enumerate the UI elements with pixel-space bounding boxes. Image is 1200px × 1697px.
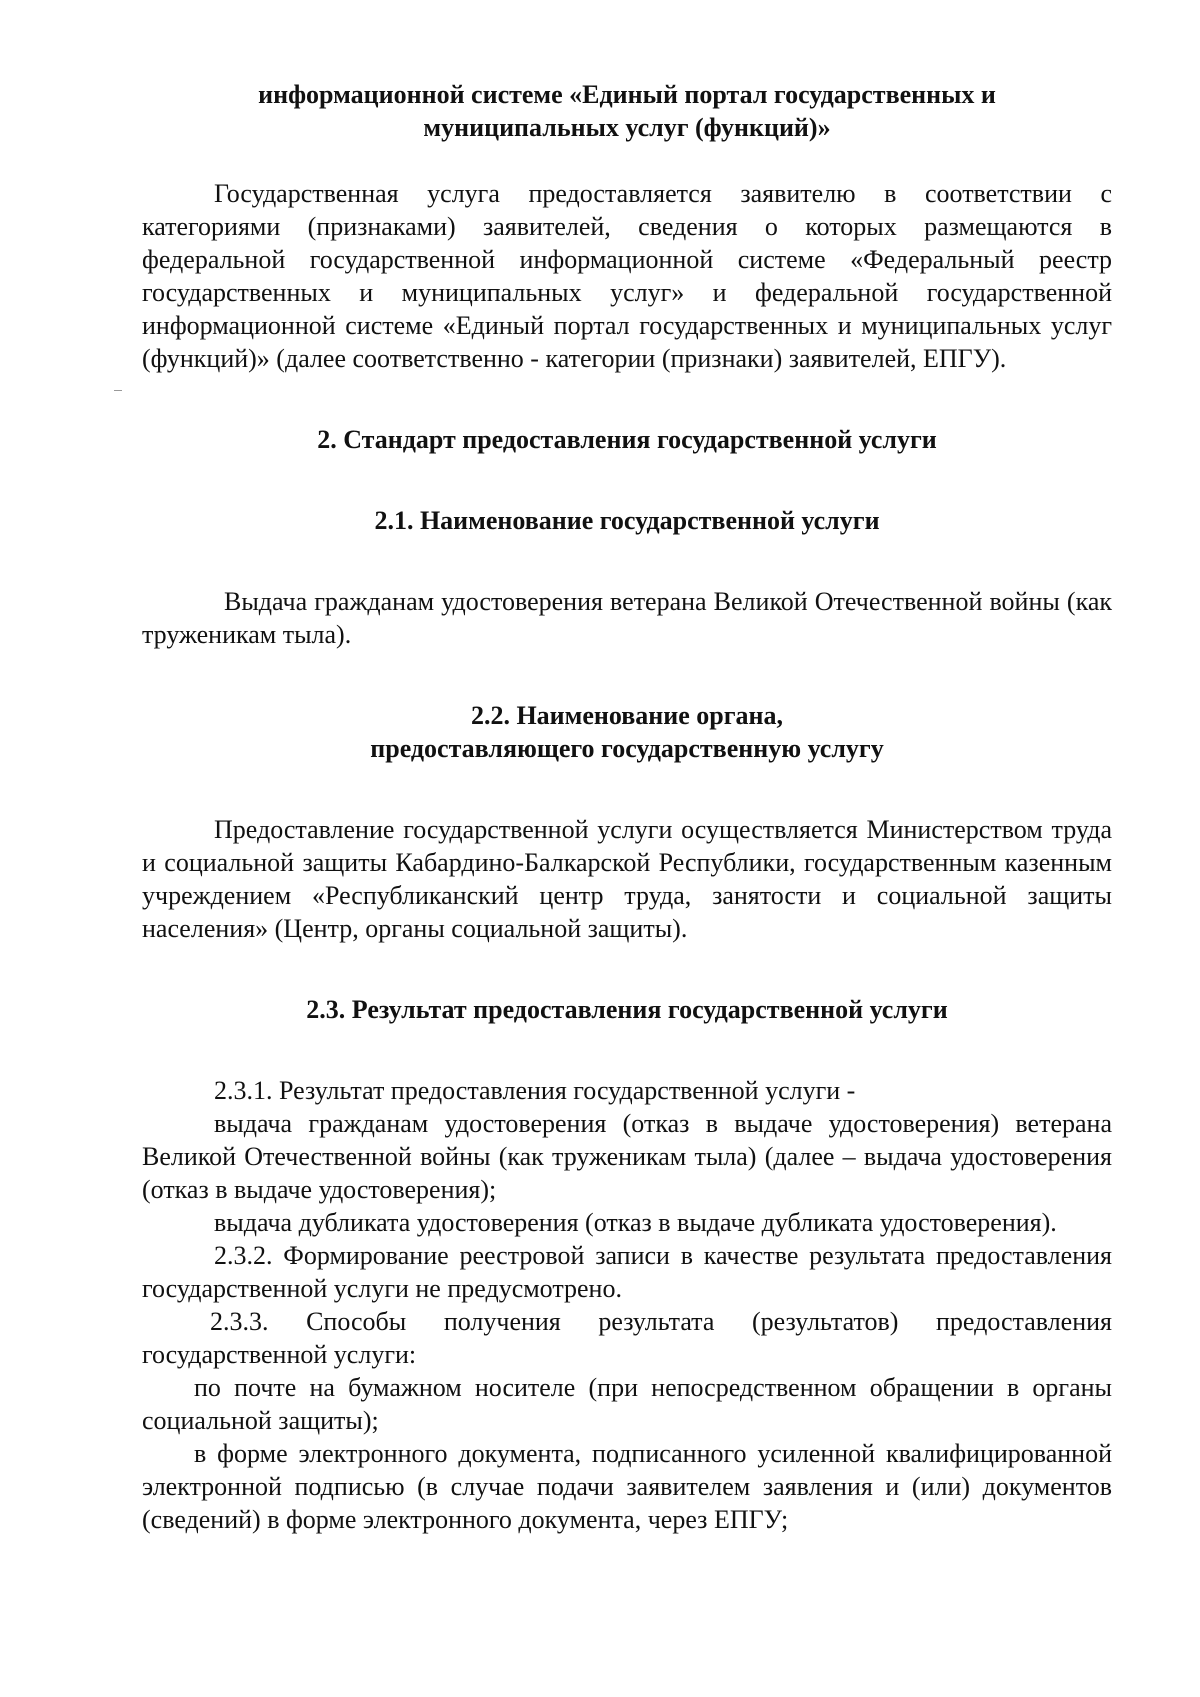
scan-artifact-mark — [114, 390, 122, 391]
section-2-3-heading: 2.3. Результат предоставления государственной услуги — [306, 995, 948, 1024]
section-2-3-1-item-2: выдача дубликата удостоверения (отказ в выдаче дубликата удостоверения). — [214, 1208, 1057, 1237]
section-2-1-text: Выдача гражданам удостоверения ветерана Великой Отечественной войны (как труженикам тыла). — [142, 587, 1112, 649]
section-2-3-2-paragraph: 2.3.2. Формирование реестровой записи в качестве результата предоставления государственной услуги не предусмотрено. — [142, 1241, 1112, 1303]
section-2-3-1-item-1: выдача гражданам удостоверения (отказ в выдаче удостоверения) ветерана Великой Отечественной войны (как труженикам тыла) (далее – выдача удостоверения (отказ в выдаче удостоверения); — [142, 1109, 1112, 1204]
intro-paragraph: Государственная услуга предоставляется заявителю в соответствии с категориями (признаками) заявителей, сведения о которых размещаются в федеральной государственной информационной системе «Федеральный реестр государственных и муниципальных услуг» и федеральной государственной информационной системе «Единый портал государственных и муниципальных услуг (функций)» (далее соответственно - категории (признаки) заявителей, ЕПГУ). — [142, 179, 1112, 373]
section-2-2-heading-line-1: 2.2. Наименование органа, — [470, 701, 784, 730]
section-2-1-heading: 2.1. Наименование государственной услуги — [374, 506, 880, 535]
section-2-heading: 2. Стандарт предоставления государственной услуги — [317, 425, 937, 454]
section-2-3-3-item-2: в форме электронного документа, подписанного усиленной квалифицированной электронной подписью (в случае подачи заявителем заявления и (или) документов (сведений) в форме электронного документа, через ЕПГУ; — [142, 1439, 1112, 1534]
title-line-2: муниципальных услуг (функций)» — [423, 113, 831, 142]
section-2-3-3-paragraph: 2.3.3. Способы получения результата (результатов) предоставления государственной услуги: — [142, 1307, 1112, 1369]
section-2-3-1-paragraph: 2.3.1. Результат предоставления государственной услуги - — [214, 1076, 856, 1105]
document-page — [142, 78, 1112, 1536]
section-2-2-heading — [142, 699, 1112, 765]
title-line-1: информационной системе «Единый портал государственных и — [258, 80, 996, 109]
section-2-2-heading-line-2: предоставляющего государственную услугу — [370, 734, 884, 763]
document-title — [142, 78, 1112, 144]
section-2-3-3-item-1: по почте на бумажном носителе (при непосредственном обращении в органы социальной защиты); — [142, 1373, 1112, 1435]
section-2-2-text: Предоставление государственной услуги осуществляется Министерством труда и социальной защиты Кабардино-Балкарской Республики, государственным казенным учреждением «Республиканский центр труда, занятости и социальной защиты населения» (Центр, органы социальной защиты). — [142, 815, 1112, 943]
